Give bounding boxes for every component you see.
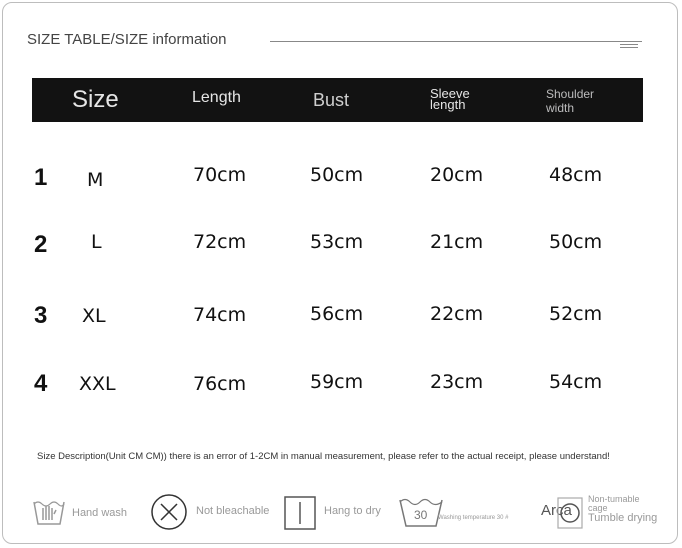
table-row <box>0 370 682 410</box>
care-label: Tumble drying <box>588 512 658 524</box>
sleeve-cell: 20cm <box>430 164 484 186</box>
table-row <box>0 229 682 269</box>
length-cell: 72cm <box>193 231 247 253</box>
length-cell: 76cm <box>193 373 247 395</box>
menu-icon <box>620 41 638 50</box>
tumble-dry-icon <box>556 496 584 530</box>
page-title: SIZE TABLE/SIZE information <box>27 31 227 48</box>
wash-temperature-label: Washing temperature 30 # <box>438 515 509 521</box>
not-bleachable-icon <box>150 493 188 531</box>
care-not-bleachable <box>150 488 280 538</box>
shoulder-cell: 54cm <box>549 371 603 393</box>
wash-temperature-number: 30 <box>414 508 428 522</box>
hand-wash-icon <box>32 494 66 528</box>
title-divider <box>270 41 642 42</box>
care-tumble-dry <box>540 488 670 538</box>
row-index: 1 <box>34 164 48 191</box>
size-cell: M <box>87 169 104 191</box>
header-bust: Bust <box>313 90 350 110</box>
size-description: Size Description(Unit CM CM)) there is an error of 1-2CM in manual measurement, please refer to the actual receipt, please understand! <box>37 451 610 462</box>
header-size: Size <box>72 86 119 113</box>
row-index: 3 <box>34 302 48 329</box>
row-index: 4 <box>34 370 48 397</box>
care-label: Not bleachable <box>196 505 270 517</box>
bust-cell: 56cm <box>310 303 364 325</box>
sleeve-cell: 22cm <box>430 303 484 325</box>
care-hand-wash <box>32 488 152 538</box>
hang-to-dry-icon <box>284 495 316 531</box>
length-cell: 70cm <box>193 164 247 186</box>
table-row <box>0 162 682 202</box>
shoulder-cell: 52cm <box>549 303 603 325</box>
care-label: Hang to dry <box>324 505 381 517</box>
header-sleeve-length: Sleeve length <box>430 86 470 112</box>
row-index: 2 <box>34 231 48 258</box>
table-row <box>0 302 682 342</box>
shoulder-cell: 50cm <box>549 231 603 253</box>
bust-cell: 59cm <box>310 371 364 393</box>
header-shoulder-width: Shoulder width <box>546 87 595 115</box>
tumble-dry-prefix: Arca <box>541 502 572 519</box>
size-cell: XXL <box>79 373 116 395</box>
sleeve-cell: 21cm <box>430 231 484 253</box>
table-header <box>32 78 643 122</box>
header-length: Length <box>192 89 241 106</box>
length-cell: 74cm <box>193 304 247 326</box>
sleeve-cell: 23cm <box>430 371 484 393</box>
bust-cell: 50cm <box>310 164 364 186</box>
care-wash-30 <box>398 488 528 538</box>
care-hang-to-dry <box>284 488 394 538</box>
care-label: Non-tumable cage <box>588 494 640 513</box>
shoulder-cell: 48cm <box>549 164 603 186</box>
care-label: Hand wash <box>72 507 128 519</box>
size-cell: XL <box>82 305 106 327</box>
bust-cell: 53cm <box>310 231 364 253</box>
size-cell: L <box>91 231 102 253</box>
